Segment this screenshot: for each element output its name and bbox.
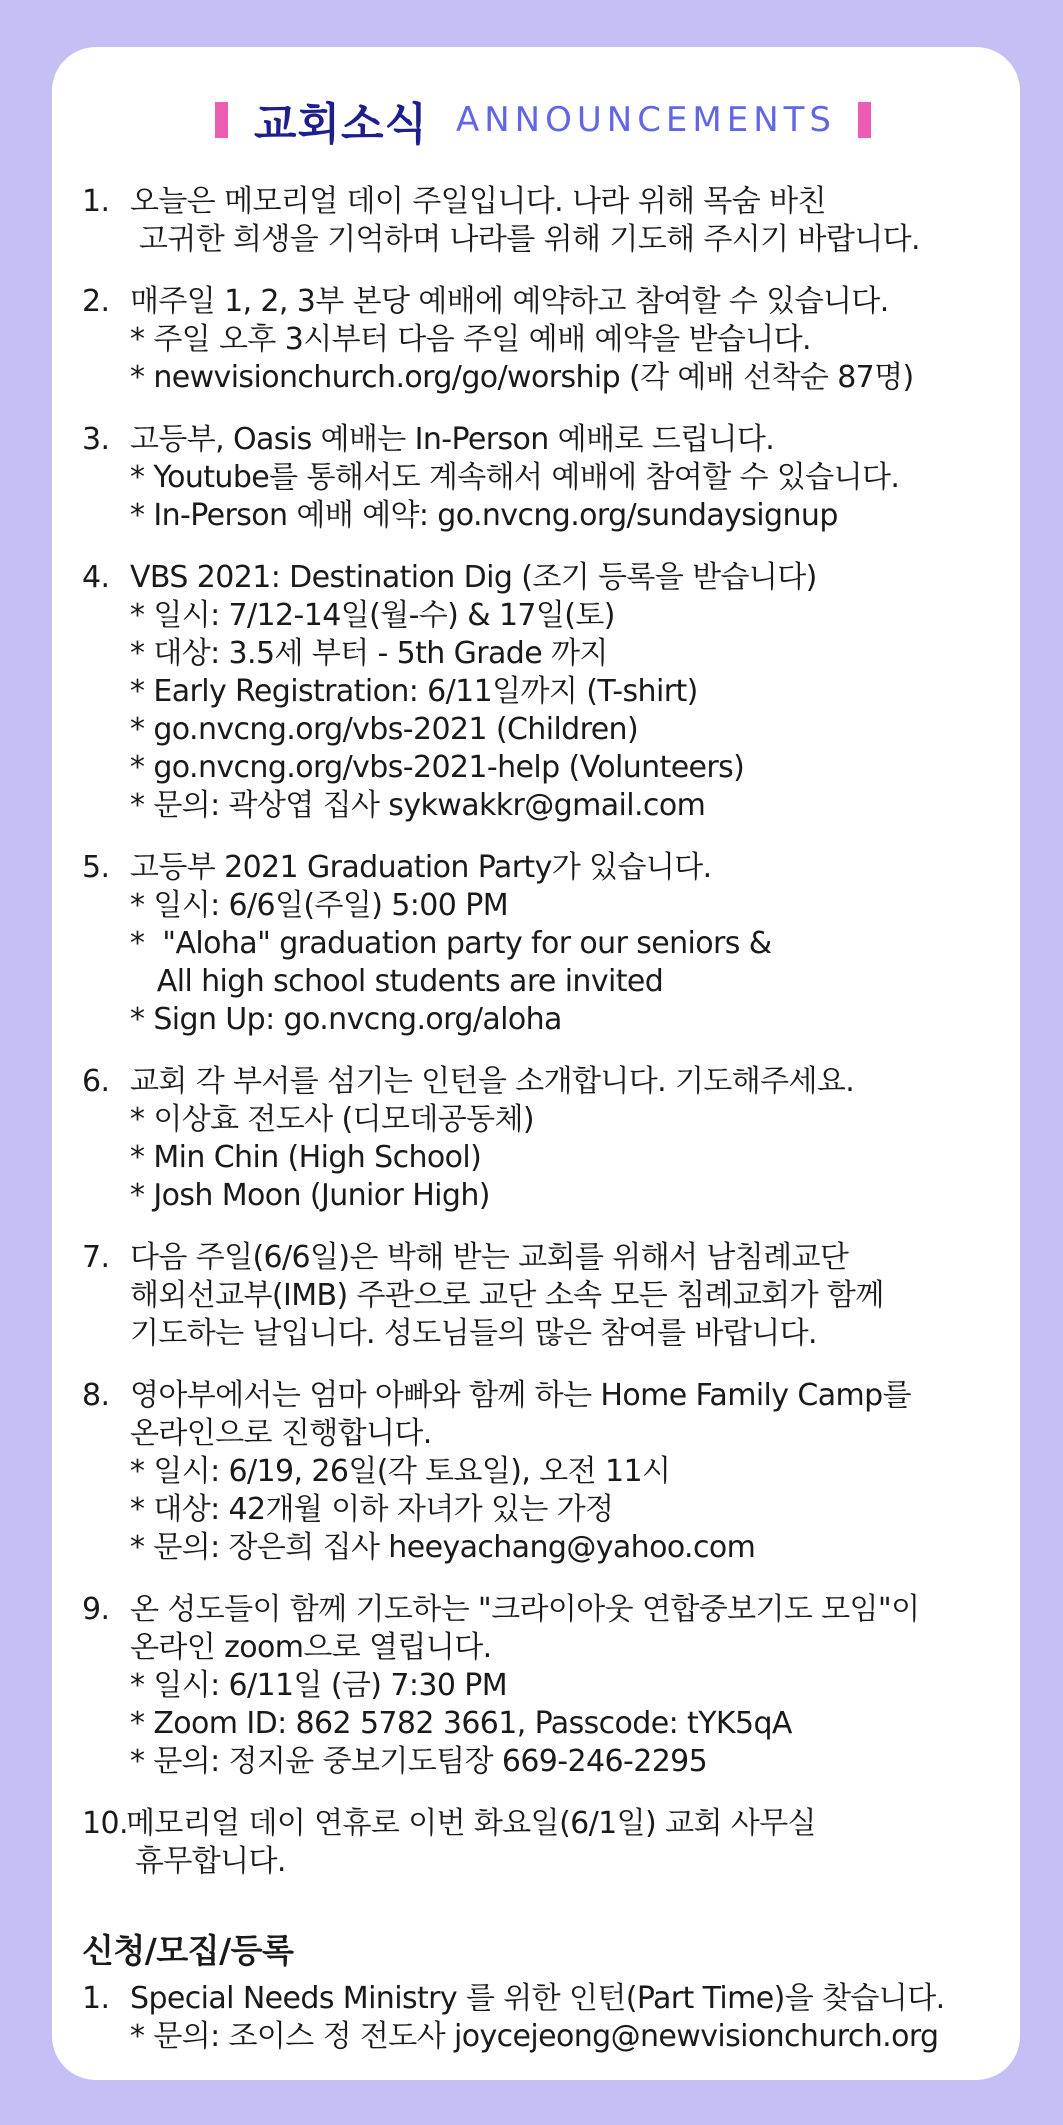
item-body: [126, 1805, 1004, 1881]
item-line: * Josh Moon (Junior High): [130, 1178, 490, 1213]
item-body: [130, 849, 1004, 1039]
item-line: * 일시: 7/12-14일(월-수) & 17일(토): [130, 598, 615, 633]
item-line: * 대상: 42개월 이하 자녀가 있는 가정: [130, 1492, 614, 1527]
item-body: [130, 1980, 1004, 2056]
item-number: 1.: [82, 1981, 110, 2016]
item-body: [130, 1063, 1004, 1215]
item-line: 온라인 zoom으로 열립니다.: [130, 1630, 492, 1665]
item-line: * In-Person 예배 예약: go.nvcng.org/sundaysignup: [130, 498, 838, 533]
announcement-item: [82, 1805, 1004, 1881]
item-number: 8.: [82, 1378, 110, 1413]
item-line: * 대상: 3.5세 부터 - 5th Grade 까지: [130, 636, 608, 671]
item-body: [130, 559, 1004, 825]
item-line: 기도하는 날입니다. 성도님들의 많은 참여를 바랍니다.: [130, 1316, 817, 1351]
item-number: 3.: [82, 422, 110, 457]
item-line: * Sign Up: go.nvcng.org/aloha: [130, 1002, 562, 1037]
item-line: 다음 주일(6/6일)은 박해 받는 교회를 위해서 남침례교단: [130, 1240, 849, 1275]
item-body: [130, 421, 1004, 535]
item-line: * 주일 오후 3시부터 다음 주일 예배 예약을 받습니다.: [130, 322, 811, 357]
item-line: 영아부에서는 엄마 아빠와 함께 하는 Home Family Camp를: [130, 1378, 911, 1413]
item-line: 고등부 2021 Graduation Party가 있습니다.: [130, 850, 712, 885]
item-line: * Min Chin (High School): [130, 1140, 482, 1175]
item-line: * 문의: 곽상엽 집사 sykwakkr@gmail.com: [130, 788, 706, 823]
item-number: 1.: [82, 184, 110, 219]
item-number: 7.: [82, 1240, 110, 1275]
announcement-item: [82, 849, 1004, 1039]
announcement-item: [82, 1377, 1004, 1567]
right-accent-bar: [858, 102, 871, 138]
item-line: 휴무합니다.: [126, 1844, 286, 1879]
item-line: 고등부, Oasis 예배는 In-Person 예배로 드립니다.: [130, 422, 775, 457]
left-accent-bar: [215, 102, 228, 138]
item-body: [130, 283, 1004, 397]
item-body: [130, 183, 1004, 259]
item-line: * Early Registration: 6/11일까지 (T-shirt): [130, 674, 698, 709]
item-line: * 일시: 6/6일(주일) 5:00 PM: [130, 888, 508, 923]
announcement-item: [82, 183, 1004, 259]
item-line: * Youtube를 통해서도 계속해서 예배에 참여할 수 있습니다.: [130, 460, 900, 495]
item-line: 교회 각 부서를 섬기는 인턴을 소개합니다. 기도해주세요.: [130, 1064, 855, 1099]
announcement-item: [82, 1239, 1004, 1353]
item-line: All high school students are invited: [130, 964, 664, 999]
item-line: * 문의: 장은희 집사 heeyachang@yahoo.com: [130, 1530, 756, 1565]
item-line: VBS 2021: Destination Dig (조기 등록을 받습니다): [130, 560, 817, 595]
item-body: [130, 1591, 1004, 1781]
item-line: 온라인으로 진행합니다.: [130, 1416, 432, 1451]
item-number: 4.: [82, 560, 110, 595]
announcements-card: [52, 47, 1020, 2080]
item-number: 6.: [82, 1064, 110, 1099]
item-line: 온 성도들이 함께 기도하는 "크라이아웃 연합중보기도 모임"이: [130, 1592, 920, 1627]
item-line: * 일시: 6/19, 26일(각 토요일), 오전 11시: [130, 1454, 671, 1489]
item-line: * newvisionchurch.org/go/worship (각 예배 선착순 87명): [130, 360, 914, 395]
item-line: * go.nvcng.org/vbs-2021 (Children): [130, 712, 639, 747]
item-body: [130, 1377, 1004, 1567]
item-line: * "Aloha" graduation party for our seniors &: [130, 926, 772, 961]
item-line: * 문의: 정지윤 중보기도팀장 669-246-2295: [130, 1744, 708, 1779]
item-line: * 문의: 조이스 정 전도사 joycejeong@newvisionchurch.org: [130, 2019, 939, 2054]
section-list: [82, 1980, 1004, 2056]
item-number: 5.: [82, 850, 110, 885]
title-korean: 교회소식: [253, 99, 428, 150]
item-line: 고귀한 희생을 기억하며 나라를 위해 기도해 주시기 바랍니다.: [130, 222, 920, 257]
announcement-item: [82, 283, 1004, 397]
announcement-item: [82, 1591, 1004, 1781]
item-line: * go.nvcng.org/vbs-2021-help (Volunteers): [130, 750, 745, 785]
item-line: 매주일 1, 2, 3부 본당 예배에 예약하고 참여할 수 있습니다.: [130, 284, 889, 319]
item-line: * 일시: 6/11일 (금) 7:30 PM: [130, 1668, 508, 1703]
title-english: ANNOUNCEMENTS: [455, 100, 837, 140]
item-body: [130, 1239, 1004, 1353]
announcement-item: [82, 421, 1004, 535]
item-line: 오늘은 메모리얼 데이 주일입니다. 나라 위해 목숨 바친: [130, 184, 826, 219]
item-line: * 이상효 전도사 (디모데공동체): [130, 1102, 534, 1137]
announcement-item: [82, 559, 1004, 825]
section-title: 신청/모집/등록: [82, 1931, 294, 1970]
announcement-list: [82, 183, 1004, 1881]
item-line: * Zoom ID: 862 5782 3661, Passcode: tYK5qA: [130, 1706, 792, 1741]
item-line: 해외선교부(IMB) 주관으로 교단 소속 모든 침례교회가 함께: [130, 1278, 884, 1313]
item-line: Special Needs Ministry 를 위한 인턴(Part Time)을 찾습니다.: [130, 1981, 945, 2016]
announcement-item: [82, 1063, 1004, 1215]
item-number: 10.: [82, 1806, 128, 1841]
announcement-item: [82, 1980, 1004, 2056]
item-number: 2.: [82, 284, 110, 319]
header: [82, 71, 1004, 169]
item-line: 메모리얼 데이 연휴로 이번 화요일(6/1일) 교회 사무실: [126, 1806, 816, 1841]
item-number: 9.: [82, 1592, 110, 1627]
